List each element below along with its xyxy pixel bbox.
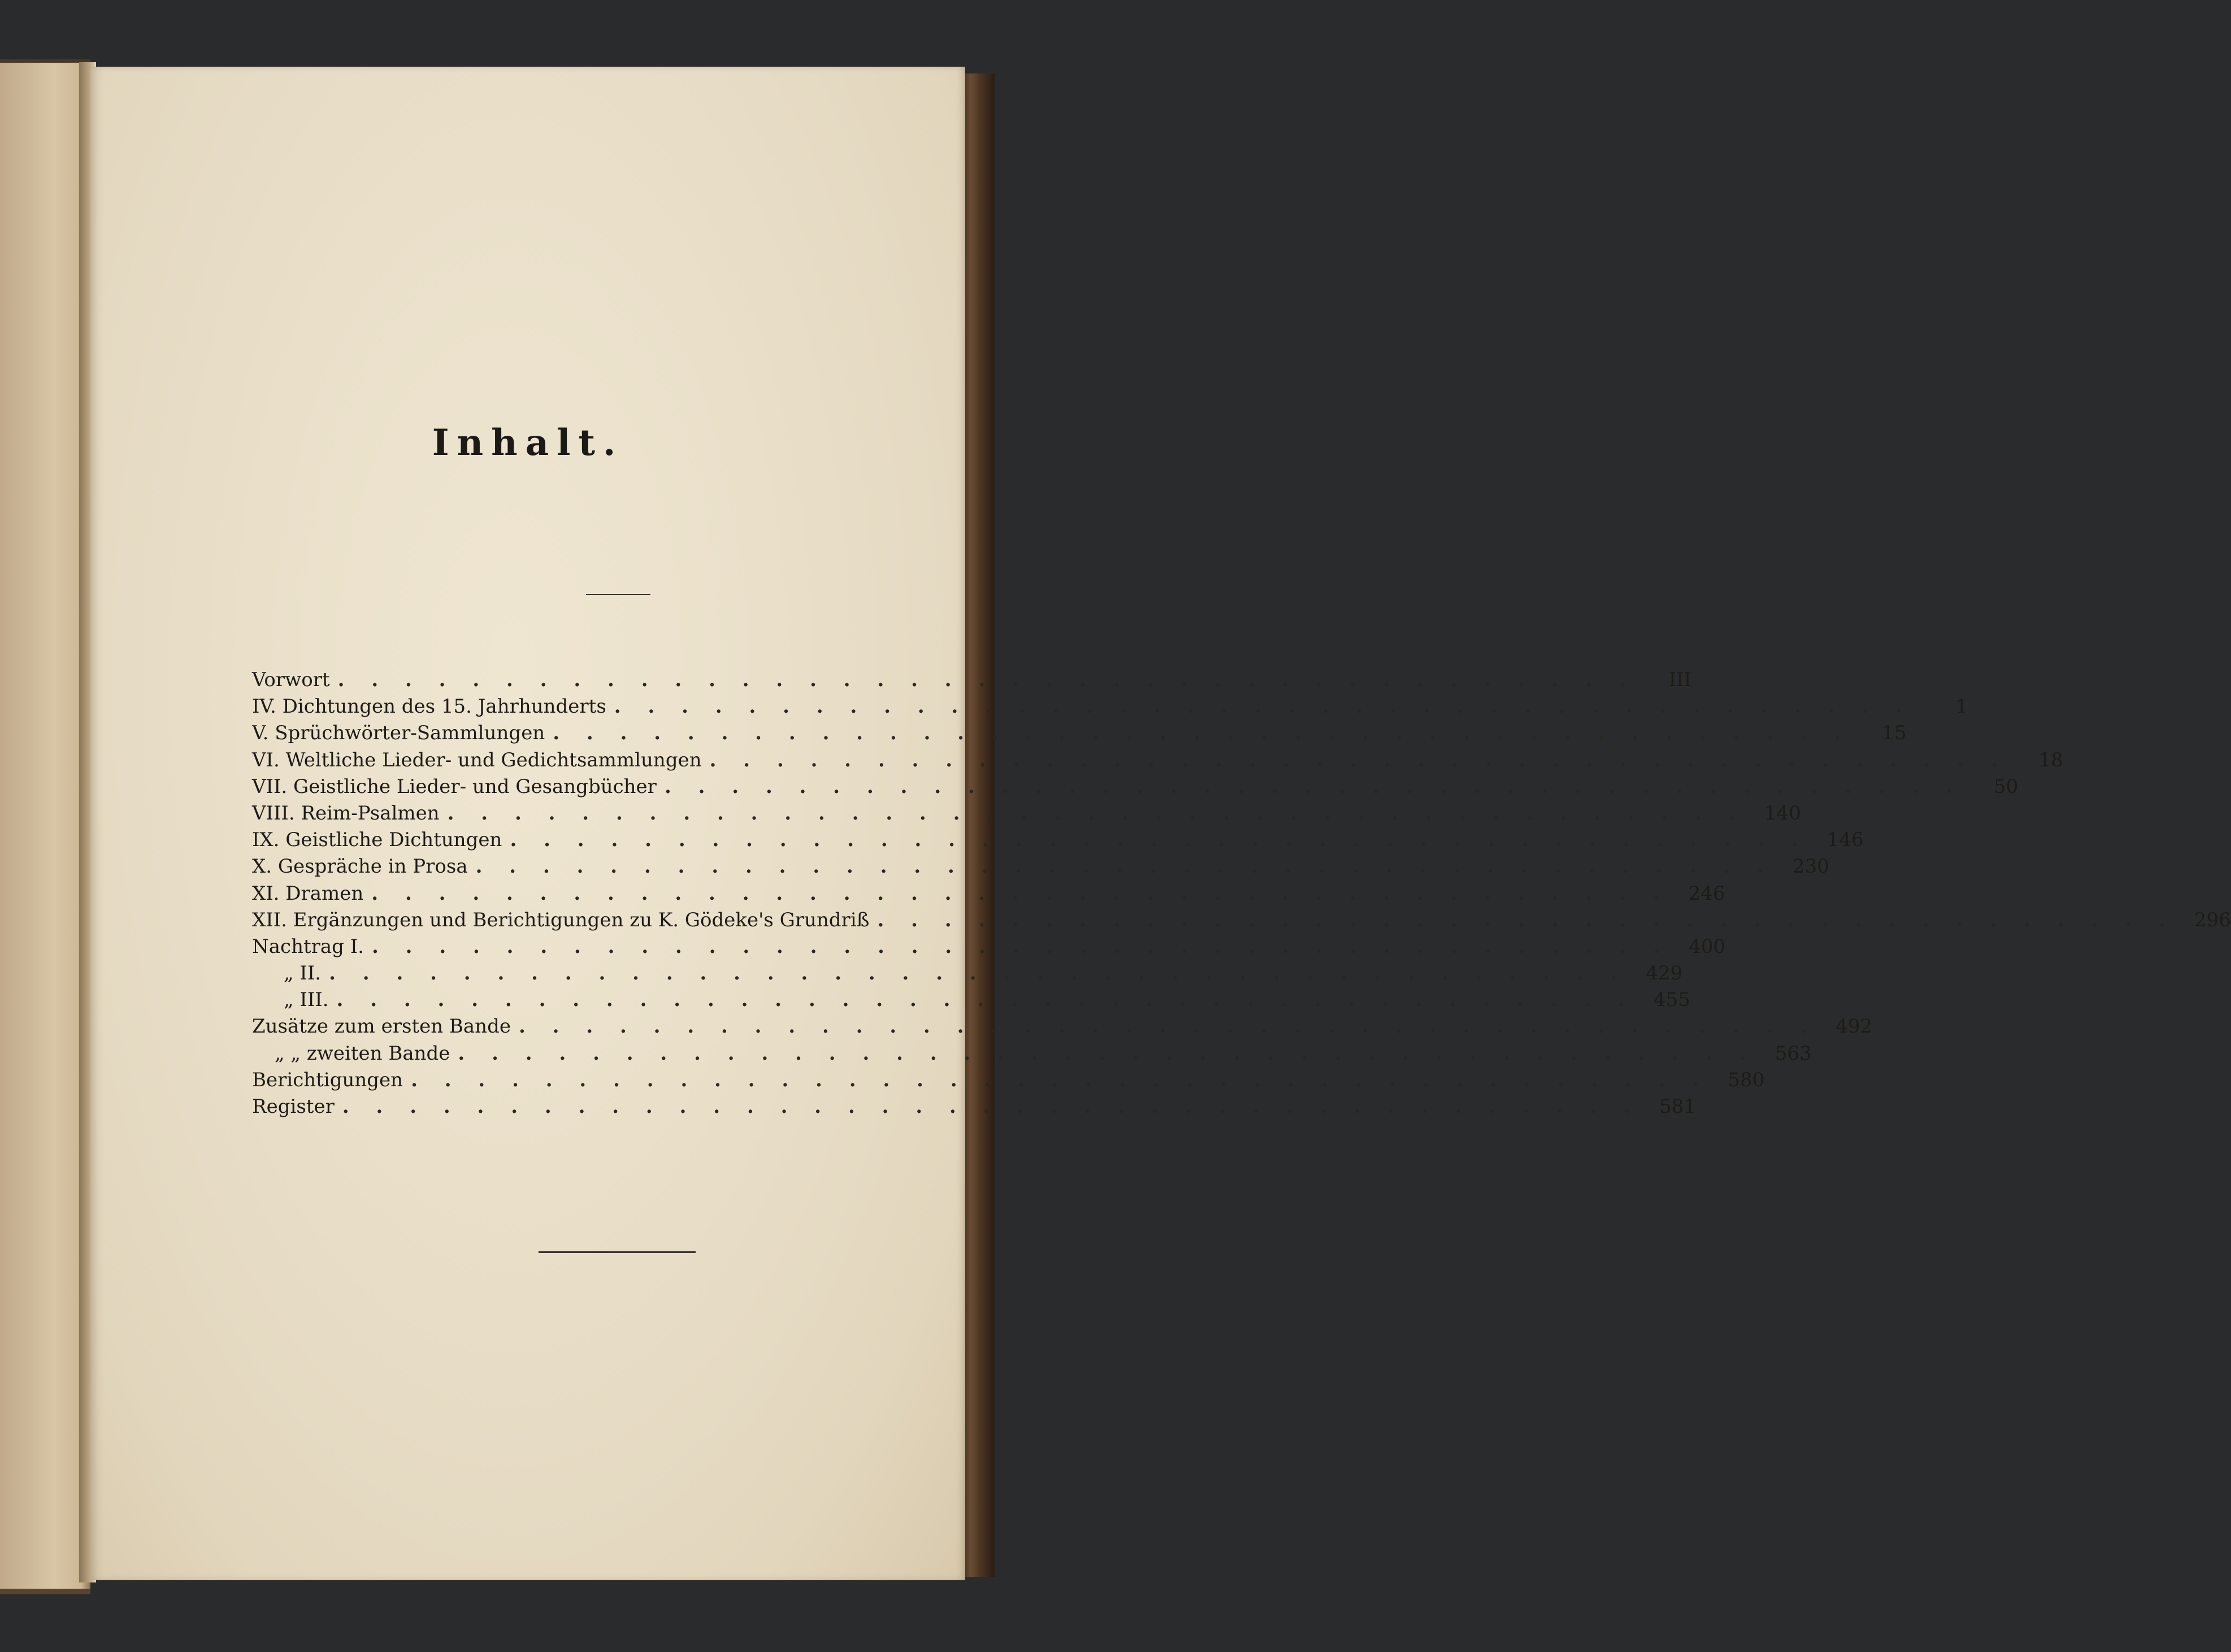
toc-page-number: 146 [1827,829,1864,852]
toc-page-number: 140 [1764,801,1802,825]
toc-row [252,960,1683,987]
toc-page-number: 18 [2038,748,2064,771]
dot-leader: . . . . . . . . . . . . . . . . . . . . . . . . . . . . . . . . . . . . . . . [510,829,1808,852]
toc-page-number: 455 [1653,988,1690,1012]
dot-leader: . . . . . . . . . . . . . . . . . . . . . . . . . . . . . . . . . . . . . . . [664,775,1963,798]
toc-label: „ III. [284,988,329,1012]
toc-page-number: 580 [1727,1068,1765,1091]
toc-page-number: 492 [1835,1015,1873,1038]
toc-page-number: 429 [1646,962,1683,985]
toc-row [252,827,1864,853]
toc-page-number: 50 [1994,775,2019,798]
dot-leader: . . . . . . . . . . . . . . . . . . . . . . . . . . . . . . . . . . . . . . . [458,1042,1756,1065]
toc-label: Nachtrag I. [252,935,364,958]
toc-row [252,800,1802,827]
dot-leader: . . . . . . . . . . . . . . . . . . . . . . . . . . . . . . . . . . . . . . . [329,962,1627,985]
toc-row [252,987,1690,1013]
dot-leader: . . . . . . . . . . . . . . . . . . . . . . . . . . . . . . . . . . . . . . . [877,908,2176,931]
dot-leader: . . . . . . . . . . . . . . . . . . . . . . . . . . . . . . . . . . . . . . . [614,695,1913,718]
toc-page-number: III [1668,669,1692,691]
dot-leader: . . . . . . . . . . . . . . . . . . . . . . . . . . . . . . . . . . . . . . . [518,1015,1817,1038]
dot-leader: . . . . . . . . . . . . . . . . . . . . . . . . . . . . . . . . . . . . . . . [371,935,1670,958]
toc-row [252,1094,1696,1120]
dot-leader: . . . . . . . . . . . . . . . . . . . . . . . . . . . . . . . . . . . . . . . [337,669,1637,691]
dot-leader: . . . . . . . . . . . . . . . . . . . . . . . . . . . . . . . . . . . . . . . [371,882,1670,905]
toc-label: V. Sprüchwörter-Sammlungen [252,722,545,745]
toc-label: IX. Geistliche Dichtungen [252,829,502,852]
toc-label: XI. Dramen [252,882,364,905]
toc-label: Vorwort [252,669,330,691]
previous-page-edge [0,59,90,1594]
toc-page-number: 230 [1792,855,1830,878]
toc-row [252,720,1907,747]
closing-rule [539,1251,696,1253]
toc-label: IV. Dichtungen des 15. Jahrhunderts [252,695,606,718]
toc-label: „ „ zweiten Bande [275,1042,450,1065]
toc-row [252,1013,1873,1040]
toc-label: Register [252,1095,335,1118]
toc-row [252,907,2231,934]
dot-leader: . . . . . . . . . . . . . . . . . . . . . . . . . . . . . . . . . . . . . . . [342,1095,1641,1118]
contents-page [90,67,2231,1580]
toc-row [252,774,2019,800]
page-title: Inhalt. [432,422,624,464]
toc-page-number: 400 [1689,935,1726,958]
toc-label: „ II. [284,962,322,985]
toc-row [252,881,1725,907]
dot-leader: . . . . . . . . . . . . . . . . . . . . . . . . . . . . . . . . . . . . . . . [475,855,1774,878]
toc-label: VII. Geistliche Lieder- und Gesangbücher [252,775,657,798]
toc-label: VIII. Reim-Psalmen [252,801,440,825]
toc-row [252,934,1726,960]
toc-label: X. Gespräche in Prosa [252,855,468,878]
dot-leader: . . . . . . . . . . . . . . . . . . . . . . . . . . . . . . . . . . . . . . . [336,988,1635,1012]
toc-page-number: 563 [1774,1042,1812,1065]
toc-label: Zusätze zum ersten Bande [252,1015,511,1038]
toc-page-number: 581 [1659,1095,1696,1118]
dot-leader: . . . . . . . . . . . . . . . . . . . . . . . . . . . . . . . . . . . . . . . [553,722,1851,745]
toc-row [252,853,1830,880]
toc-page-number: 296 [2194,908,2231,931]
toc-row [252,667,1692,693]
toc-row [252,1040,1812,1067]
dot-leader: . . . . . . . . . . . . . . . . . . . . . . . . . . . . . . . . . . . . . . . [709,748,2008,771]
dot-leader: . . . . . . . . . . . . . . . . . . . . . . . . . . . . . . . . . . . . . . . [447,801,1746,825]
toc-label: Berichtigungen [252,1068,403,1091]
toc-label: XII. Ergänzungen und Berichtigungen zu K. Gödeke's Grundriß [252,908,870,931]
toc-row [252,1067,1765,1094]
table-of-contents [252,667,2231,1120]
toc-page-number: 246 [1688,882,1725,905]
toc-page-number: 15 [1882,722,1907,745]
title-rule [586,594,650,595]
toc-row [252,693,1968,720]
dot-leader: . . . . . . . . . . . . . . . . . . . . . . . . . . . . . . . . . . . . . . . [411,1068,1709,1091]
toc-label: VI. Weltliche Lieder- und Gedichtsammlungen [252,748,702,771]
toc-row [252,747,2064,774]
toc-page-number: 1 [1955,695,1968,718]
